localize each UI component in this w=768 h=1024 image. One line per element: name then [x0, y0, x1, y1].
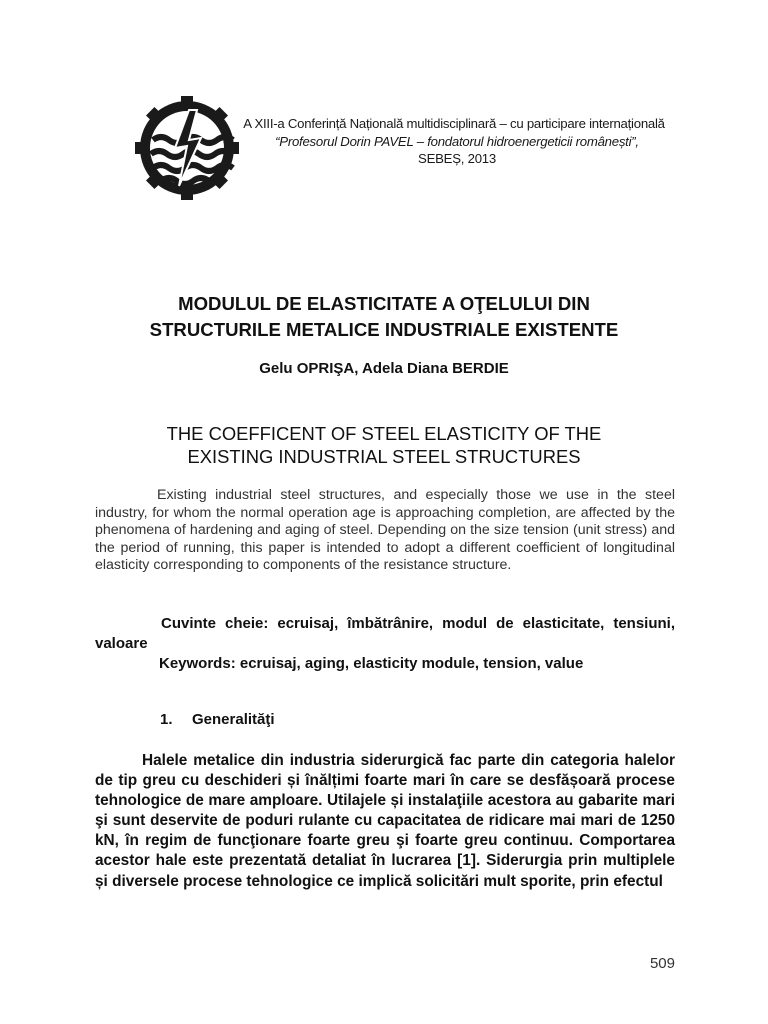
conference-line-3: SEBEȘ, 2013	[418, 151, 496, 166]
conference-line-1: A XIII-a Conferință Națională multidisciplinară – cu participare internațională	[243, 116, 665, 131]
body-paragraph	[95, 751, 675, 892]
english-title-line-2: EXISTING INDUSTRIAL STEEL STRUCTURES	[187, 446, 581, 467]
cuvinte-cheie	[95, 614, 675, 654]
english-title	[95, 422, 673, 468]
conference-info	[237, 115, 677, 168]
authors: Gelu OPRIŞA, Adela Diana BERDIE	[259, 360, 509, 377]
section-heading	[160, 711, 275, 728]
abstract	[95, 487, 675, 575]
conference-header	[135, 96, 675, 196]
english-title-line-1: THE COEFFICENT OF STEEL ELASTICITY OF THE	[166, 423, 602, 444]
title-line-2: STRUCTURILE METALICE INDUSTRIALE EXISTENTE	[149, 319, 619, 340]
abstract-text: Existing industrial steel structures, and especially those we use in the steel industry, for whom the normal operation age is approaching completion, are affected by the phenomena of hardening and aging of steel. Depending on the size tension (unit stress) and the period of running, this paper is intended to adopt a different coefficient of longitudinal elasticity corresponding to components of the resistance structure.	[95, 487, 675, 573]
gear-lightning-waves-icon	[135, 96, 239, 200]
section-title: Generalităţi	[192, 711, 275, 728]
body-text: Halele metalice din industria siderurgică fac parte din categoria halelor de tip greu cu deschideri și înălțimi foarte mari în care se desfășoară procese tehnologice de mare amploare. Utilajele și instalaţiile acestora au gabarite mari şi sunt deservite de poduri rulante cu capacitatea de ridicare mai mari de 1250 kN, în regim de funcţionare foarte greu şi foarte greu continuu. Comportarea acestor hale este prezentată detaliat în lucrarea [1]. Siderurgia prin multiplele și diversele procese tehnologice ce implică solicitări mult sporite, prin efectul	[95, 752, 675, 890]
section-number: 1.	[160, 711, 173, 728]
page-number: 509	[649, 955, 675, 972]
paper-title	[95, 291, 673, 343]
title-line-1: MODULUL DE ELASTICITATE A OŢELULUI DIN	[178, 293, 590, 314]
cuvinte-cheie-text: Cuvinte cheie: ecruisaj, îmbătrânire, modul de elasticitate, tensiuni, valoare	[95, 615, 675, 652]
keywords: Keywords: ecruisaj, aging, elasticity module, tension, value	[159, 655, 584, 672]
conference-line-2: “Profesorul Dorin PAVEL – fondatorul hidroenergeticii românești”,	[275, 133, 639, 149]
keywords-block	[95, 614, 675, 674]
